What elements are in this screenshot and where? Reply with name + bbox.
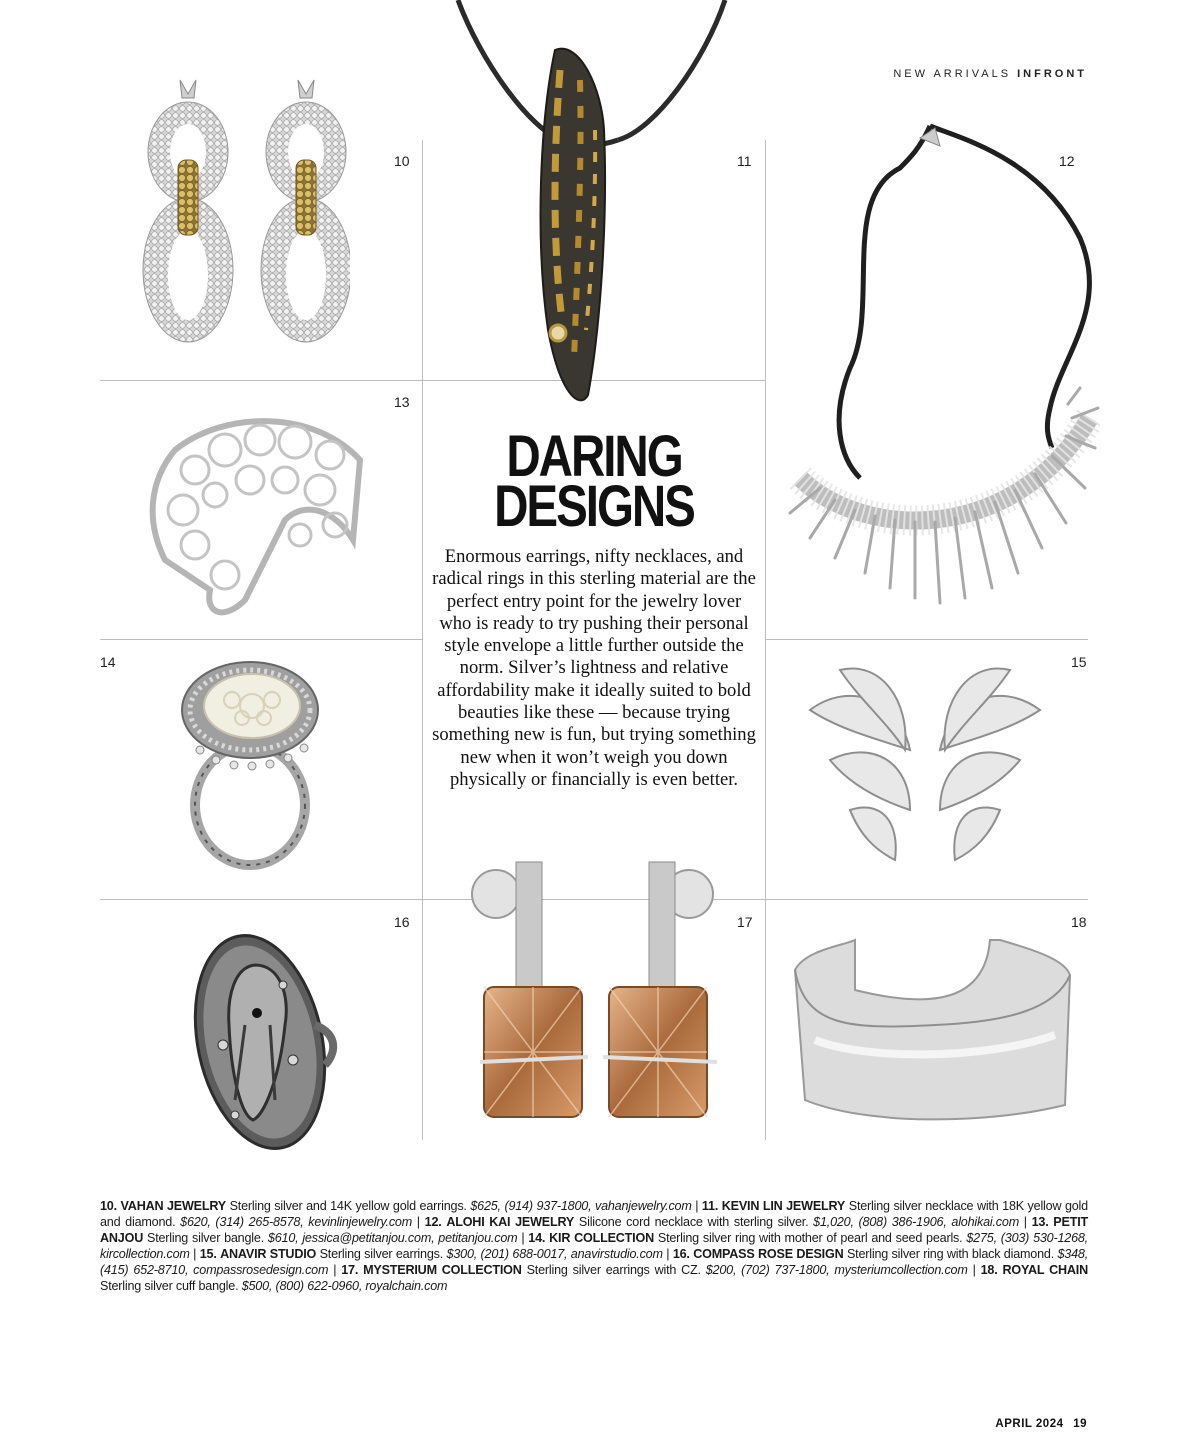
grid-line xyxy=(765,140,766,1140)
issue-date: APRIL 2024 xyxy=(995,1418,1064,1430)
section-name: NEW ARRIVALS xyxy=(893,68,1012,80)
item-number-10: 10 xyxy=(394,153,410,169)
credit-10: 10. VAHAN JEWELRY Sterling silver and 14K yellow gold earrings. $625, (914) 937-1800, vahanjewelry.com | xyxy=(100,1199,699,1213)
item-number-15: 15 xyxy=(1071,654,1087,670)
credit-17: 17. MYSTERIUM COLLECTION Sterling silver earrings with CZ. $200, (702) 737-1800, mysteriumcollection.com | xyxy=(341,1263,976,1277)
feature-intro: Enormous earrings, nifty necklaces, and radical rings in this sterling material are the perfect entry point for the jewelry lover who is ready to try pushing their personal style envelope a little further outside the norm. Silver’s lightness and relative affordability make it ideally suited to bold beauties like these — because trying something new is fun, but trying something new when it won’t weigh you down physically or financially is even better. xyxy=(432,546,756,790)
credit-11: 11. KEVIN LIN JEWELRY Sterling silver necklace with 18K yellow gold and diamond. $620, (314) 265-8578, kevinlinjewelry.com | xyxy=(100,1199,1088,1229)
credit-14: 14. KIR COLLECTION Sterling silver ring with mother of pearl and seed pearls. $275, (303) 530-1268, kircollection.com | xyxy=(100,1231,1088,1261)
grid-line xyxy=(100,639,422,640)
credit-18: 18. ROYAL CHAIN Sterling silver cuff bangle. $500, (800) 622-0960, royalchain.com xyxy=(100,1263,1088,1293)
page-number: 19 xyxy=(1073,1418,1087,1430)
fringe-necklace-photo-12 xyxy=(780,118,1100,618)
item-number-12: 12 xyxy=(1059,153,1075,169)
credit-12: 12. ALOHI KAI JEWELRY Silicone cord necklace with sterling silver. $1,020, (808) 386-1906, alohikai.com | xyxy=(424,1215,1027,1229)
section-label xyxy=(893,68,1087,80)
feature-headline xyxy=(458,424,730,539)
item-number-13: 13 xyxy=(394,394,410,410)
pearl-ring-photo-14 xyxy=(180,660,340,870)
credit-16: 16. COMPASS ROSE DESIGN Sterling silver ring with black diamond. $348, (415) 652-8710, compassrosedesign.com | xyxy=(100,1247,1089,1277)
headline-line-1: DARING xyxy=(506,424,682,489)
cicada-ring-photo-16 xyxy=(175,925,345,1160)
item-number-11: 11 xyxy=(737,153,752,169)
page-footer xyxy=(989,1418,1087,1430)
grid-line xyxy=(765,639,1088,640)
lattice-cuff-photo-13 xyxy=(135,400,370,625)
item-number-14: 14 xyxy=(100,654,116,670)
product-credits xyxy=(100,1198,1088,1294)
credit-13: 13. PETIT ANJOU Sterling silver bangle. $610, jessica@petitanjou.com, petitanjou.com | xyxy=(100,1215,1088,1245)
earrings-photo-10 xyxy=(130,70,350,370)
credit-15: 15. ANAVIR STUDIO Sterling silver earrings. $300, (201) 688-0017, anavirstudio.com | xyxy=(199,1247,670,1261)
item-number-18: 18 xyxy=(1071,914,1087,930)
subsection-name: INFRONT xyxy=(1017,68,1087,80)
item-number-16: 16 xyxy=(394,914,410,930)
pendant-necklace-photo-11 xyxy=(440,0,740,420)
leaf-earrings-photo-15 xyxy=(790,660,1060,870)
headline-line-2: DESIGNS xyxy=(494,474,694,539)
cuff-bangle-photo-18 xyxy=(785,930,1075,1130)
grid-line xyxy=(422,140,423,1140)
item-number-17: 17 xyxy=(737,914,753,930)
cz-earrings-photo-17 xyxy=(468,852,738,1172)
grid-line xyxy=(100,380,422,381)
